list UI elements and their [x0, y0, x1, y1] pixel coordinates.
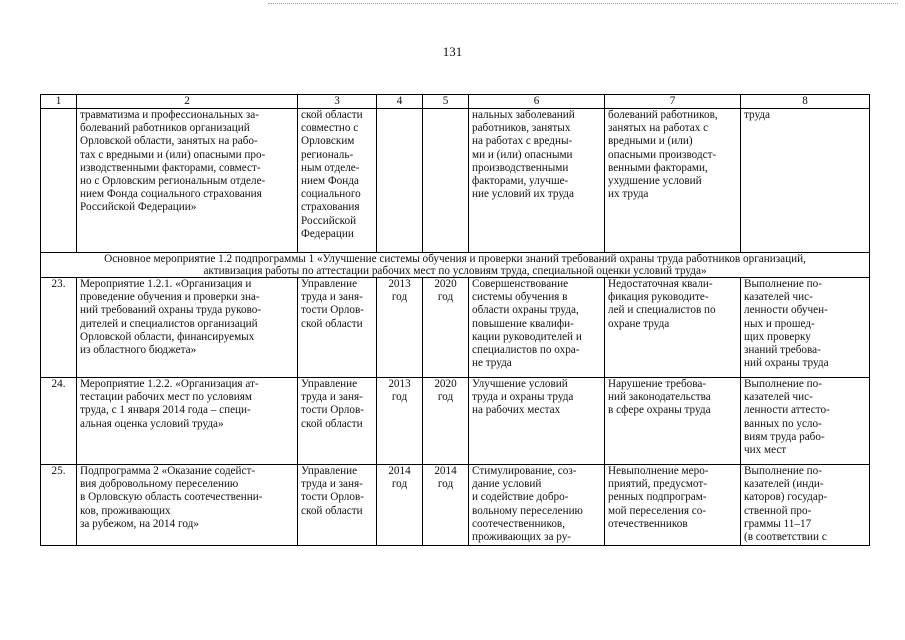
text-line: ние условий их труда	[472, 188, 574, 201]
text-line: знаний требова-	[744, 344, 821, 357]
text-line: каторов) государ-	[744, 491, 828, 504]
end-year-cell	[423, 278, 469, 378]
row-number-cell	[41, 109, 77, 253]
text-line: их труда	[608, 188, 649, 201]
header-cell: 4	[377, 95, 423, 109]
text-line: Управление	[301, 378, 358, 390]
header-cell: 7	[605, 95, 741, 109]
consequences-cell	[605, 109, 741, 253]
measures-table	[40, 94, 870, 546]
text-line: совместно с	[301, 122, 359, 135]
text-line: мой переселения со-	[608, 504, 707, 517]
text-line: виям труда рабо-	[744, 430, 825, 443]
text-line: нием Фонда	[301, 175, 359, 188]
executor-cell	[298, 109, 377, 253]
header-cell: 3	[298, 95, 377, 109]
text-line: год	[437, 391, 454, 404]
text-line: год	[391, 478, 408, 491]
text-line: работников, занятых	[472, 122, 571, 135]
text-line: Подпрограмма 2 «Оказание содейст-	[80, 465, 256, 477]
text-line: Российской	[301, 214, 357, 227]
text-line: ской области	[301, 317, 363, 330]
text-line: труда и заня-	[301, 391, 363, 404]
consequences-cell	[605, 378, 741, 465]
row-number-cell: 23.	[41, 278, 77, 378]
text-line: болеваний работников,	[608, 109, 718, 121]
start-year-cell	[377, 278, 423, 378]
measure-name-cell	[77, 378, 298, 465]
start-year-cell	[377, 465, 423, 546]
text-line: проживающих за ру-	[472, 531, 572, 544]
text-line: Орловским	[301, 135, 355, 148]
consequences-cell	[605, 278, 741, 378]
text-line: дание условий	[472, 478, 542, 491]
text-line: социального	[301, 188, 361, 201]
text-line: Федерации	[301, 227, 354, 240]
text-line: ухудшение условий	[608, 175, 702, 188]
text-line: 2014	[434, 465, 457, 477]
indicator-link-cell	[741, 465, 870, 546]
text-line: венными факторами,	[608, 161, 708, 174]
text-line: Мероприятие 1.2.2. «Организация ат-	[80, 378, 259, 390]
text-line: болеваний работников организаций	[80, 122, 250, 135]
text-line: нальных заболеваний	[472, 109, 575, 121]
text-line: из областного бюджета»	[80, 344, 197, 357]
text-line: вредными и (или)	[608, 135, 693, 148]
text-line: производственными	[472, 161, 569, 174]
text-line: 2020	[434, 378, 457, 390]
page-number: 131	[442, 44, 463, 59]
text-line: 2020	[434, 278, 457, 290]
expected-result-cell	[469, 109, 605, 253]
text-line: год	[437, 291, 454, 304]
text-line: Российской Федерации»	[80, 201, 197, 214]
row-number-cell: 25.	[41, 465, 77, 546]
text-line: чих мест	[744, 444, 787, 457]
text-line: нием Фонда социального страхования	[80, 188, 262, 201]
indicator-link-cell	[741, 378, 870, 465]
text-line: не труда	[472, 357, 512, 370]
text-line: системы обучения в	[472, 291, 568, 304]
text-line: кации руководителей и	[472, 330, 582, 343]
text-line: граммы 11–17	[744, 517, 812, 530]
text-line: труда, с 1 января 2014 года – специ-	[80, 404, 251, 417]
text-line: вия добровольному переселению	[80, 478, 239, 491]
text-line: ской области	[301, 109, 363, 121]
text-line: ской области	[301, 504, 363, 517]
header-cell: 2	[77, 95, 298, 109]
section-title	[41, 253, 870, 278]
executor-cell	[298, 378, 377, 465]
text-line: изводственными факторами, совмест-	[80, 161, 261, 174]
text-line: проведение обучения и проверки зна-	[80, 291, 260, 304]
row-number-cell: 24.	[41, 378, 77, 465]
text-line: опасными производст-	[608, 148, 717, 161]
expected-result-cell	[469, 378, 605, 465]
measure-name-cell	[77, 109, 298, 253]
text-line: казателей (инди-	[744, 478, 824, 491]
text-line: занятых на работах с	[608, 122, 709, 135]
text-line: но с Орловским региональным отделе-	[80, 175, 266, 188]
start-year-cell	[377, 109, 423, 253]
text-line: вольному переселению	[472, 504, 583, 517]
text-line: ской области	[301, 417, 363, 430]
text-line: труда	[744, 109, 771, 121]
text-line: казателей чис-	[744, 391, 813, 404]
text-line: и содействие добро-	[472, 491, 569, 504]
text-line: Улучшение условий	[472, 378, 568, 390]
header-cell: 1	[41, 95, 77, 109]
measure-name-cell	[77, 465, 298, 546]
text-line: ний охраны труда	[744, 357, 829, 370]
section-row	[41, 253, 870, 278]
text-line: Орловской области, финансируемых	[80, 330, 255, 343]
text-line: Нарушение требова-	[608, 378, 707, 390]
text-line: Недостаточная квали-	[608, 278, 713, 290]
text-line: в Орловскую область соотечественни-	[80, 491, 263, 504]
text-line: альная оценка условий труда»	[80, 417, 224, 430]
text-line: охране труда	[608, 317, 670, 330]
expected-result-cell	[469, 278, 605, 378]
text-line: Управление	[301, 465, 358, 477]
text-line: травматизма и профессиональных за-	[80, 109, 259, 121]
header-cell: 5	[423, 95, 469, 109]
text-line: ственной про-	[744, 504, 812, 517]
executor-cell	[298, 278, 377, 378]
text-line: приятий, предусмот-	[608, 478, 707, 491]
text-line: 2013	[388, 378, 411, 390]
expected-result-cell	[469, 465, 605, 546]
executor-cell	[298, 465, 377, 546]
table-header-row	[41, 95, 870, 109]
text-line: соотечественников,	[472, 517, 565, 530]
text-line: ний законодательства	[608, 391, 711, 404]
text-line: специалистов по охра-	[472, 344, 580, 357]
text-line: ленности аттесто-	[744, 404, 830, 417]
text-line: труда и заня-	[301, 478, 363, 491]
text-line: на работах с вредны-	[472, 135, 573, 148]
text-line: Мероприятие 1.2.1. «Организация и	[80, 278, 252, 290]
text-line: ний требований охраны труда руково-	[80, 304, 262, 317]
table-row	[41, 109, 870, 253]
text-line: тости Орлов-	[301, 304, 364, 317]
text-line: год	[391, 291, 408, 304]
text-line: региональ-	[301, 148, 354, 161]
text-line: факторами, улучше-	[472, 175, 569, 188]
text-line: ков, проживающих	[80, 504, 171, 517]
header-cell: 6	[469, 95, 605, 109]
text-line: отечественников	[608, 517, 688, 530]
text-line: щих проверку	[744, 330, 811, 343]
text-line: в сфере охраны труда	[608, 404, 711, 417]
end-year-cell	[423, 378, 469, 465]
table-row	[41, 465, 870, 546]
text-line: ным отделе-	[301, 161, 360, 174]
text-line: (в соответствии с	[744, 531, 827, 544]
text-line: лей и специалистов по	[608, 304, 716, 317]
text-line: труда и заня-	[301, 291, 363, 304]
end-year-cell	[423, 109, 469, 253]
text-line: Управление	[301, 278, 358, 290]
text-line: за рубежом, на 2014 год»	[80, 517, 199, 530]
header-cell: 8	[741, 95, 870, 109]
text-line: на рабочих местах	[472, 404, 561, 417]
start-year-cell	[377, 378, 423, 465]
text-line: ленности обучен-	[744, 304, 828, 317]
text-line: Выполнение по-	[744, 465, 822, 477]
text-line: тости Орлов-	[301, 491, 364, 504]
text-line: 2014	[388, 465, 411, 477]
text-line: 2013	[388, 278, 411, 290]
text-line: Стимулирование, соз-	[472, 465, 577, 477]
text-line: активизация работы по аттестации рабочих мест по условиям труда, специальной оценки условий труда»	[203, 265, 707, 277]
table-row	[41, 378, 870, 465]
indicator-link-cell	[741, 278, 870, 378]
consequences-cell	[605, 465, 741, 546]
indicator-link-cell	[741, 109, 870, 253]
text-line: повышение квалифи-	[472, 317, 574, 330]
header-rule	[268, 3, 898, 4]
text-line: ми и (или) опасными	[472, 148, 573, 161]
text-line: Совершенствование	[472, 278, 569, 290]
text-line: Выполнение по-	[744, 278, 822, 290]
text-line: тестации рабочих мест по условиям	[80, 391, 252, 404]
text-line: казателей чис-	[744, 291, 813, 304]
text-line: Орловской области, занятых на рабо-	[80, 135, 258, 148]
table-row	[41, 278, 870, 378]
text-line: области охраны труда,	[472, 304, 579, 317]
text-line: фикация руководите-	[608, 291, 709, 304]
text-line: год	[437, 478, 454, 491]
text-line: ных и прошед-	[744, 317, 815, 330]
text-line: ренных подпрограм-	[608, 491, 707, 504]
text-line: тах с вредными и (или) опасными про-	[80, 148, 266, 161]
text-line: ванных по усло-	[744, 417, 822, 430]
text-line: Невыполнение меро-	[608, 465, 709, 477]
text-line: тости Орлов-	[301, 404, 364, 417]
text-line: Выполнение по-	[744, 378, 822, 390]
end-year-cell	[423, 465, 469, 546]
measure-name-cell	[77, 278, 298, 378]
text-line: год	[391, 391, 408, 404]
text-line: дителей и специалистов организаций	[80, 317, 258, 330]
text-line: страхования	[301, 201, 360, 214]
text-line: труда и охраны труда	[472, 391, 574, 404]
text-line: Основное мероприятие 1.2 подпрограммы 1 «Улучшение системы обучения и проверки знаний требований охраны труда работников организаций,	[104, 253, 806, 265]
